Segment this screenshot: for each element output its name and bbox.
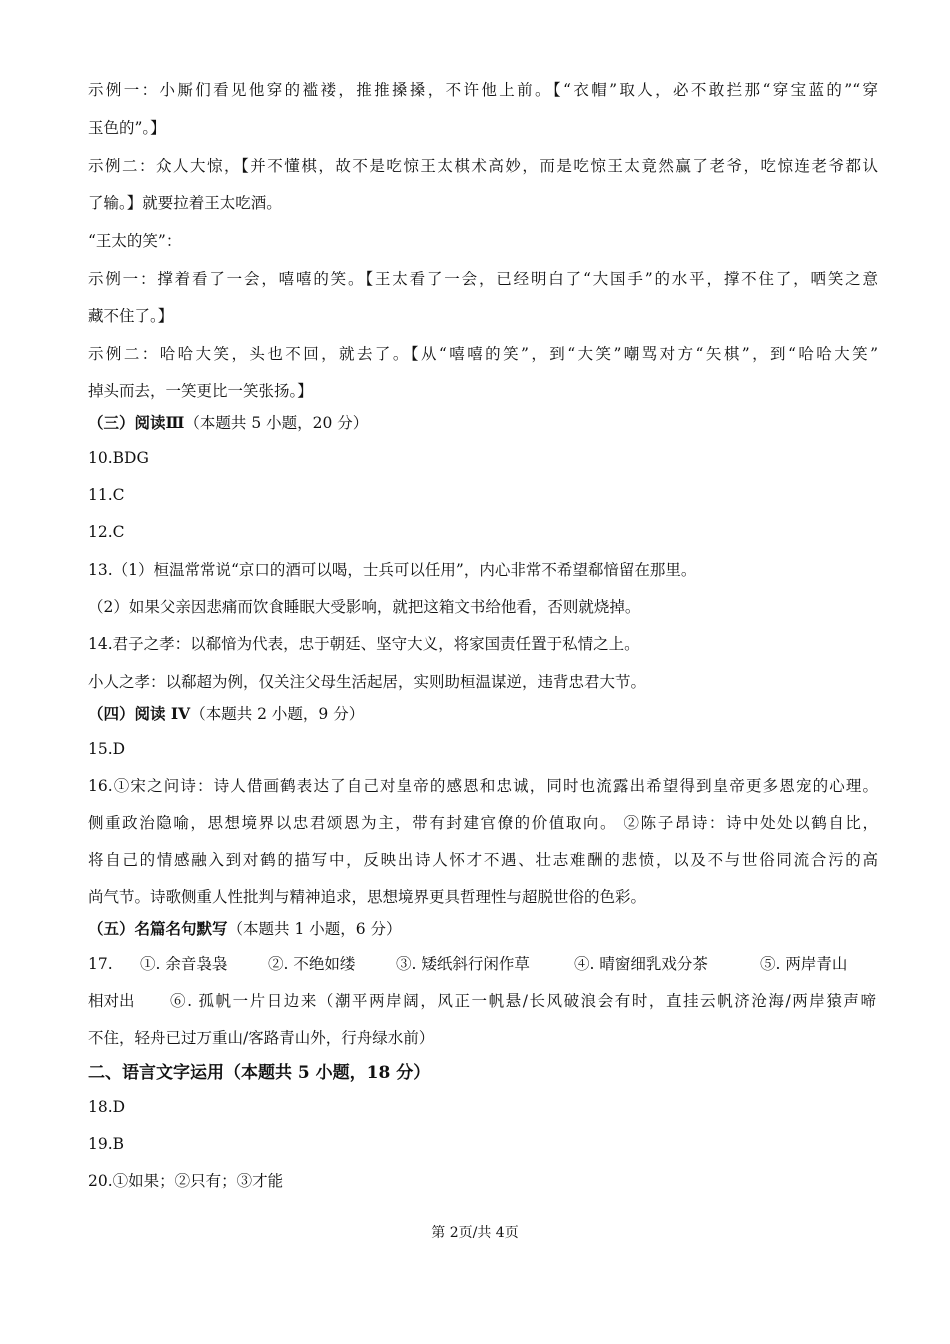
answer-line-17	[88, 953, 878, 975]
answer-line: 14.君子之孝：以郗愔为代表，忠于朝廷、坚守大义，将家国责任置于私情之上。	[88, 635, 640, 653]
answer-line: 不住，轻舟已过万重山/客路青山外，行舟绿水前）	[88, 1029, 435, 1047]
answer-line: 16.①宋之问诗：诗人借画鹤表达了自己对皇帝的感恩和忠诚，同时也流露出希望得到皇帝更多恩宠的心理。	[88, 777, 878, 795]
answer-line: 19.B	[88, 1135, 125, 1153]
section-title: （三）阅读Ⅲ	[88, 413, 185, 432]
answer-line: 10.BDG	[88, 449, 149, 467]
answer-line: 示例二：哈哈大笑，头也不回，就去了。【从“嘻嘻的笑”，到“大笑”嘲骂对方“矢棋”，到“哈哈大笑”	[88, 345, 878, 363]
section-note: （本题共 2 小题，9 分）	[190, 705, 365, 723]
subheading: “王太的笑”：	[88, 232, 182, 250]
section-title: （四）阅读 IV	[88, 704, 191, 723]
answer-line: 藏不住了。】	[88, 307, 174, 325]
blank-answer: ④. 晴窗细乳戏分茶	[574, 955, 708, 973]
answer-line: 尚气节。诗歌侧重人性批判与精神追求，思想境界更具哲理性与超脱世俗的色彩。	[88, 888, 647, 906]
answer-line: 12.C	[88, 523, 125, 541]
answer-line: 将自己的情感融入到对鹤的描写中，反映出诗人怀才不遇、壮志难酬的悲愤，以及不与世俗同流合污的高	[88, 851, 878, 869]
answer-line: 示例一：小厮们看见他穿的褴褛，推推搡搡，不许他上前。【“衣帽”取人，必不敢拦那“穿宝蓝的”“穿	[88, 81, 878, 99]
section-note: （本题共 5 小题，20 分）	[184, 414, 369, 432]
answer-line: 侧重政治隐喻，思想境界以忠君颂恩为主，带有封建官僚的价值取向。 ②陈子昂诗：诗中处处以鹤自比，	[88, 814, 878, 832]
answer-line: 示例二：众人大惊，【并不懂棋，故不是吃惊王太棋术高妙，而是吃惊王太竟然赢了老爷，吃惊连老爷都认	[88, 157, 878, 175]
answer-line: 了输。】就要拉着王太吃酒。	[88, 194, 282, 212]
answer-line: 11.C	[88, 486, 125, 504]
section-heading-reading-3	[88, 412, 878, 434]
answer-line: 15.D	[88, 740, 126, 758]
page-footer: 第 2页/共 4页	[431, 1225, 519, 1241]
answer-line: 示例一：撑着看了一会，嘻嘻的笑。【王太看了一会，已经明白了“大国手”的水平，撑不住了，哂笑之意	[88, 270, 878, 288]
question-number: 17.	[88, 955, 113, 973]
blank-answer: ⑥. 孤帆一片日边来（潮平两岸阔，风正一帆悬/长风破浪会有时，直挂云帆济沧海/两岸猿声啼	[170, 992, 876, 1010]
answer-line: 18.D	[88, 1098, 126, 1116]
answer-line: 小人之孝：以郗超为例，仅关注父母生活起居，实则助桓温谋逆，违背忠君大节。	[88, 673, 647, 691]
section-note: （本题共 1 小题，6 分）	[227, 920, 402, 938]
major-heading-language: 二、语言文字运用（本题共 5 小题，18 分）	[88, 1063, 431, 1083]
answer-line: 13.（1）桓温常常说“京口的酒可以喝，士兵可以任用”，内心非常不希望郗愔留在那里。	[88, 561, 697, 579]
answer-line: （2）如果父亲因悲痛而饮食睡眠大受影响，就把这箱文书给他看，否则就烧掉。	[88, 598, 641, 616]
answer-line: 20.①如果；②只有；③才能	[88, 1172, 284, 1190]
blank-answer: ②. 不绝如缕	[268, 955, 356, 973]
blank-answer: ①. 余音袅袅	[140, 955, 228, 973]
answer-line: 玉色的”。】	[88, 119, 166, 137]
blank-answer: ⑤. 两岸青山	[760, 955, 848, 973]
blank-answer: ③. 矮纸斜行闲作草	[396, 955, 530, 973]
answer-line-17-cont	[88, 990, 878, 1012]
section-heading-recitation	[88, 918, 878, 940]
blank-answer: 相对出	[88, 992, 135, 1010]
answer-line: 掉头而去，一笑更比一笑张扬。】	[88, 382, 313, 400]
section-heading-reading-4	[88, 703, 878, 725]
section-title: （五）名篇名句默写	[88, 919, 228, 938]
